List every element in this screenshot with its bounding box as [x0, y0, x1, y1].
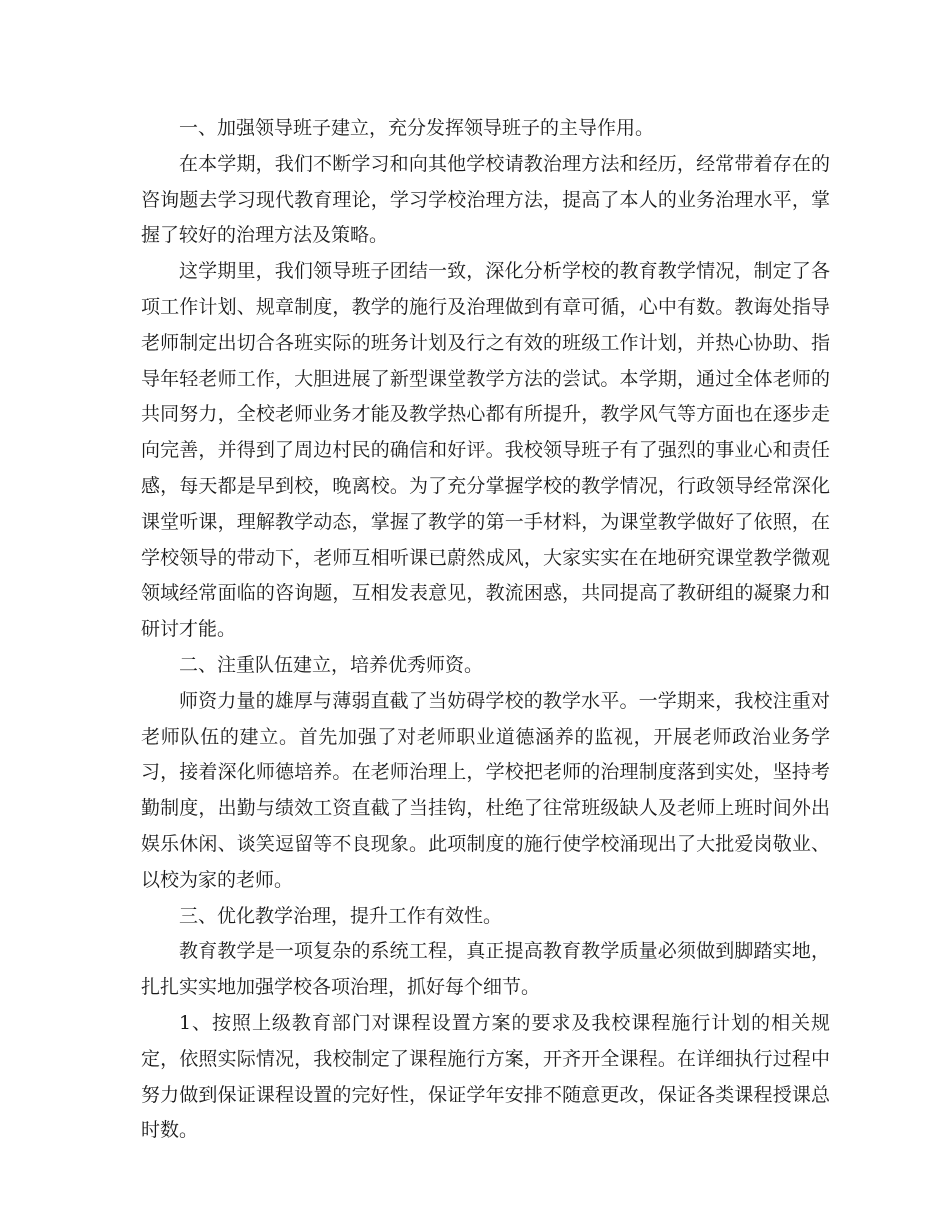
heading-section-3: 三、优化教学治理，提升工作有效性。 — [179, 904, 503, 927]
heading-section-2: 二、注重队伍建立，培养优秀师资。 — [179, 653, 484, 676]
paragraph-learning-methods: 在本学期，我们不断学习和向其他学校请教治理方法和经历，经常带着存在的咨询题去学习现代教育理论，学习学校治理方法，提高了本人的业务治理水平，掌握了较好的治理方法及策略。 — [141, 152, 830, 247]
paragraph-leadership-team: 这学期里，我们领导班子团结一致，深化分析学校的教育教学情况，制定了各项工作计划、规章制度，教学的施行及治理做到有章可循，心中有数。教诲处指导老师制定出切合各班实际的班务计划及行之有效的班级工作计划，并热心协助、指导年轻老师工作，大胆进展了新型课堂教学方法的尝试。本学期，通过全体老师的共同努力，全校老师业务才能及教学热心都有所提升，教学风气等方面也在逐步走向完善，并得到了周边村民的确信和好评。我校领导班子有了强烈的事业心和责任感，每天都是早到校，晚离校。为了充分掌握学校的教学情况，行政领导经常深化课堂听课，理解教学动态，掌握了教学的第一手材料，为课堂教学做好了依照，在学校领导的带动下，老师互相听课已蔚然成风，大家实实在在地研究课堂教学微观领域经常面临的咨询题，互相发表意见，教流困惑，共同提高了教研组的凝聚力和研讨才能。 — [141, 260, 830, 641]
paragraph-teacher-team: 师资力量的雄厚与薄弱直截了当妨碍学校的教学水平。一学期来，我校注重对老师队伍的建立。首先加强了对老师职业道德涵养的监视，开展老师政治业务学习，接着深化师德培养。在老师治理上，学校把老师的治理制度落到实处，坚持考勤制度，出勤与绩效工资直截了当挂钩，杜绝了往常班级缺人及老师上班时间外出娱乐休闲、谈笑逗留等不良现象。此项制度的施行使学校涌现出了大批爱岗敬业、以校为家的老师。 — [141, 689, 830, 891]
paragraph-curriculum-plan: 1、按照上级教育部门对课程设置方案的要求及我校课程施行计划的相关规定，依照实际情况，我校制定了课程施行方案，开齐开全课程。在详细执行过程中努力做到保证课程设置的完好性，保证学年安排不随意更改，保证各类课程授课总时数。 — [141, 1011, 830, 1142]
heading-section-1: 一、加强领导班子建立，充分发挥领导班子的主导作用。 — [179, 117, 655, 139]
paragraph-teaching-system: 教育教学是一项复杂的系统工程，真正提高教育教学质量必须做到脚踏实地，扎扎实实地加强学校各项治理，抓好每个细节。 — [141, 940, 830, 999]
